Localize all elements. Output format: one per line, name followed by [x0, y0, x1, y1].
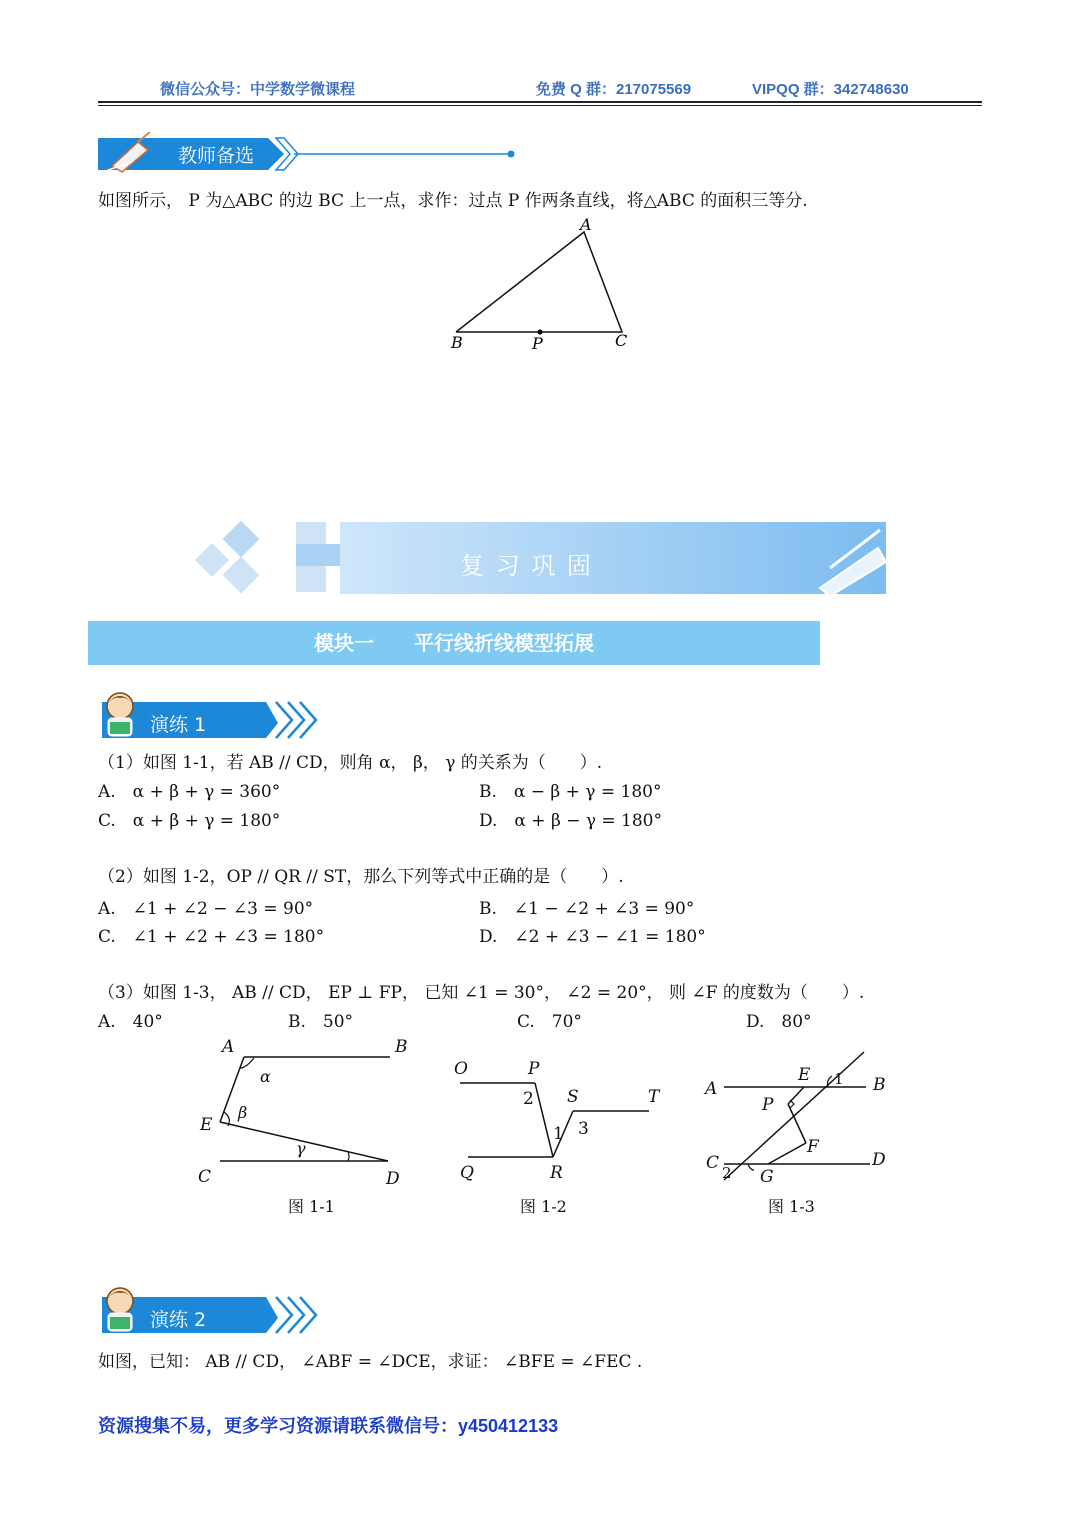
q2-option-b: B. ∠1 − ∠2 + ∠3 = 90° [479, 899, 695, 919]
review-banner [190, 518, 886, 602]
fig1-label-e: E [200, 1115, 213, 1135]
fig1-label-b: B [395, 1037, 408, 1057]
q1-option-d: D. α + β − γ = 180° [479, 811, 662, 831]
q2-stem: （2）如图 1-2，OP // QR // ST，那么下列等式中正确的是（ ）. [98, 867, 624, 887]
fig3-label-f: F [807, 1137, 819, 1157]
fig2-label-q: Q [460, 1163, 474, 1183]
fig2-label-o: O [454, 1059, 468, 1079]
fig2-label-r: R [550, 1163, 563, 1183]
fig3-label-p: P [762, 1095, 774, 1115]
q2-option-d: D. ∠2 + ∠3 − ∠1 = 180° [479, 927, 706, 947]
fig3-num-1: 1 [834, 1070, 844, 1088]
fig2-label-p: P [528, 1059, 540, 1079]
label-a: A [580, 215, 592, 234]
fig3-label-g: G [760, 1167, 774, 1187]
teacher-tag [98, 132, 528, 176]
figure-1-1 [198, 1037, 408, 1216]
fig2-num-2: 2 [523, 1089, 534, 1109]
module-title: 模块一 平行线折线模型拓展 [314, 631, 594, 655]
practice1-tag-graphic [96, 688, 326, 744]
label-b: B [451, 333, 463, 352]
q3-option-a: A. 40° [98, 1012, 163, 1032]
header-qq-free: 免费 Q 群：217075569 [536, 81, 692, 98]
fig1-caption: 图 1-1 [288, 1197, 335, 1216]
fig1-label-a: A [222, 1037, 235, 1057]
q1-option-a: A. α + β + γ = 360° [98, 782, 281, 802]
q2-option-a: A. ∠1 + ∠2 − ∠3 = 90° [98, 899, 314, 919]
fig3-caption: 图 1-3 [768, 1197, 815, 1216]
fig2-label-t: T [648, 1087, 660, 1107]
practice2-tag [96, 1283, 326, 1339]
fig2-num-3: 3 [578, 1119, 589, 1139]
student-avatar-icon [107, 693, 133, 736]
label-c: C [615, 331, 628, 350]
fig2-num-1: 1 [553, 1124, 564, 1144]
teacher-tag-label: 教师备选 [178, 145, 255, 167]
teacher-tag-graphic [98, 132, 528, 176]
practice2-problem: 如图，已知： AB // CD， ∠ABF = ∠DCE，求证： ∠BFE = ∠FEC . [98, 1352, 643, 1372]
q3-option-b: B. 50° [288, 1012, 354, 1032]
q1-option-b: B. α − β + γ = 180° [479, 782, 662, 802]
practice2-tag-graphic [96, 1283, 326, 1339]
fig1-label-d: D [386, 1169, 400, 1189]
practice1-tag [96, 688, 326, 744]
fig2-caption: 图 1-2 [520, 1197, 567, 1216]
figures-row [180, 1030, 940, 1230]
q3-option-c: C. 70° [517, 1012, 582, 1032]
fig3-label-c: C [706, 1153, 720, 1173]
fig1-label-c: C [198, 1167, 212, 1187]
fig2-label-s: S [567, 1087, 579, 1107]
fig1-beta: β [238, 1103, 248, 1122]
figure-1-2 [454, 1059, 661, 1216]
teacher-problem: 如图所示， P 为△ABC 的边 BC 上一点，求作：过点 P 作两条直线，将△ABC 的面积三等分. [98, 191, 808, 211]
label-p: P [532, 334, 543, 353]
fig3-num-2: 2 [722, 1164, 732, 1182]
fig3-label-d: D [872, 1150, 886, 1170]
q1-option-c: C. α + β + γ = 180° [98, 811, 281, 831]
q3-stem: （3）如图 1-3， AB // CD， EP ⊥ FP， 已知 ∠1 = 30°， ∠2 = 20°， 则 ∠F 的度数为（ ）. [98, 983, 865, 1003]
practice1-tag-label: 演练 1 [150, 714, 207, 736]
triangle-abc-figure [440, 214, 640, 354]
fig3-label-a: A [705, 1079, 718, 1099]
module-bar [88, 621, 820, 665]
fig3-label-b: B [873, 1075, 886, 1095]
fig1-alpha: α [260, 1067, 271, 1086]
student-avatar-icon [107, 1288, 133, 1331]
practice2-tag-label: 演练 2 [150, 1309, 207, 1331]
header-qq-vip: VIPQQ 群：342748630 [752, 81, 909, 98]
q3-option-d: D. 80° [746, 1012, 812, 1032]
figure-1-3 [703, 1052, 886, 1216]
fig1-gamma: γ [296, 1139, 306, 1158]
fig3-label-e: E [798, 1065, 811, 1085]
q1-stem: （1）如图 1-1，若 AB // CD，则角 α， β， γ 的关系为（ ）. [98, 753, 603, 773]
q2-option-c: C. ∠1 + ∠2 + ∠3 = 180° [98, 927, 325, 947]
footer-contact: 资源搜集不易，更多学习资源请联系微信号：y450412133 [98, 1416, 559, 1436]
review-banner-title: 复 习 巩 固 [460, 552, 593, 580]
header-rule-thin [98, 105, 982, 106]
header-rule-thick [98, 101, 982, 103]
header-wechat: 微信公众号：中学数学微课程 [160, 81, 356, 98]
